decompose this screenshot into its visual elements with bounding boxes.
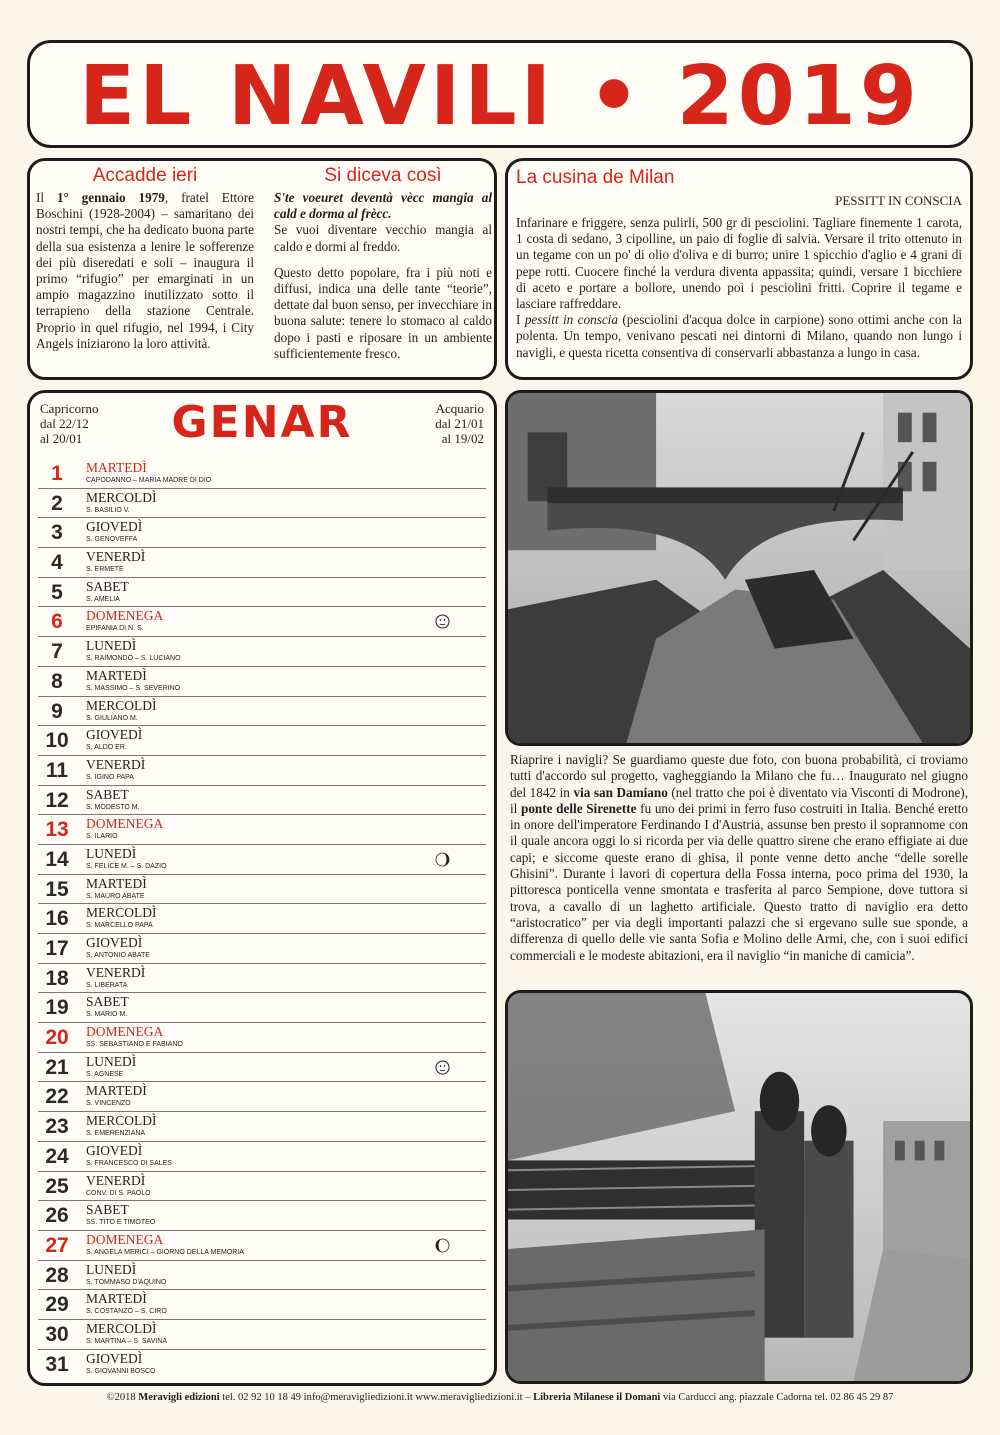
day-number: 22 bbox=[45, 1085, 69, 1109]
weekday-name: LUNEDÌ bbox=[86, 1261, 137, 1277]
calendar-day-row bbox=[38, 964, 486, 994]
recipe-name: PESSITT IN CONSCIA bbox=[835, 193, 962, 208]
saint-name: S. COSTANZO – S. CIRO bbox=[86, 1308, 167, 1316]
calendar-day-row bbox=[38, 697, 486, 727]
calendar-day-row bbox=[38, 637, 486, 667]
calendar-day-row bbox=[38, 1142, 486, 1172]
day-number: 25 bbox=[45, 1174, 69, 1198]
moon-phase-icon bbox=[435, 1238, 450, 1253]
saint-name: S. AMELIA bbox=[86, 595, 120, 603]
weekday-name: DOMENEGA bbox=[86, 608, 164, 624]
weekday-name: GIOVEDÌ bbox=[86, 727, 143, 743]
sirenette-bridge-photo bbox=[505, 990, 973, 1384]
saint-name: S. BASILIO V. bbox=[86, 506, 130, 514]
day-number: 19 bbox=[45, 996, 69, 1020]
calendar-panel bbox=[27, 390, 497, 1386]
calendar-day-row bbox=[38, 578, 486, 608]
weekday-name: LUNEDÌ bbox=[86, 845, 137, 861]
diceva-column bbox=[274, 165, 492, 362]
day-number: 12 bbox=[45, 788, 69, 812]
calendar-day-row bbox=[38, 1023, 486, 1053]
day-number: 17 bbox=[45, 937, 69, 960]
saint-name: S. AGNESE bbox=[86, 1070, 124, 1078]
article-text: Riaprire i navigli? Se guardiamo queste due foto, con buona probabilità, ci troviamo tutti d'accordo sul progetto, vagheggiando la Milano che fu… Inaugurato nel giugno del 1842 in via san Damiano (nel tratto che poi è diventato via Visconti di Modrone), il ponte delle Sirenette fu uno dei primi in ferro fuso costruiti in Italia. Benché eretto in onore dell'imperatore Ferdinando I d'Austria, assunse ben presto il soprannome con il quale ancora oggi lo si ricorda per via delle quattro sirene che erano effigiate ai due capi; e siccome queste erano di ghisa, il ponte venne detto anche “delle sorelle Ghisini”. Durante i lavori di copertura della Fossa interna, poco prima del 1930, la pittoresca ponticella venne smontata e trasferita al parco Sempione, dove tuttora si trova, a cavallo di un laghetto artificiale. Questo tratto di naviglio era detto “aristocratico” per via degli importanti palazzi che si ergevano sulle sue sponde, a differenza di quello delle vie santa Sofia e Molino delle Armi, che, con i suoi edifici commerciali e le modeste abitazioni, era il naviglio “in maniche di camicia”. bbox=[510, 752, 969, 963]
weekday-name: LUNEDÌ bbox=[86, 638, 137, 654]
calendar-day-row bbox=[38, 1320, 486, 1350]
proverb-explanation: Questo detto popolare, fra i più noti e diffusi, indica una delle tante “teorie”, dettate dal buon senso, per invecchiare in buona salute: tenere lo stomaco al caldo dopo i pasti e riposare in un ambiente sufficientemente fresco. bbox=[274, 264, 492, 361]
weekday-name: VENERDÌ bbox=[86, 1172, 146, 1188]
weekday-name: DOMENEGA bbox=[86, 816, 164, 832]
title-banner bbox=[27, 40, 973, 148]
saint-name: SS. SEBASTIANO E FABIANO bbox=[86, 1041, 183, 1049]
calendar-day-row bbox=[38, 1082, 486, 1112]
accadde-column bbox=[36, 165, 254, 352]
saint-name: S. MASSIMO – S. SEVERINO bbox=[86, 684, 181, 692]
saint-name: S. ANGELA MERICI – GIORNO DELLA MEMORIA bbox=[86, 1248, 244, 1256]
saint-name: EPIFANIA DI N. S. bbox=[86, 625, 144, 633]
weekday-name: SABET bbox=[86, 578, 129, 594]
recipe-panel bbox=[505, 158, 973, 380]
day-number: 26 bbox=[45, 1204, 69, 1228]
saint-name: S. MARTINA – S. SAVINA bbox=[86, 1337, 168, 1345]
saint-name: S. ERMETE bbox=[86, 566, 124, 574]
calendar-day-row bbox=[38, 1290, 486, 1320]
day-number: 8 bbox=[51, 669, 63, 693]
calendar-day-row bbox=[38, 1053, 486, 1083]
calendar-day-row bbox=[38, 1201, 486, 1231]
saint-name: S. IGINO PAPA bbox=[86, 773, 134, 781]
saint-name: S. MARCELLO PAPA bbox=[86, 922, 153, 930]
weekday-name: MERCOLDÌ bbox=[86, 905, 157, 921]
calendar-day-row bbox=[38, 726, 486, 756]
calendar-day-row bbox=[38, 489, 486, 519]
weekday-name: SABET bbox=[86, 1202, 129, 1218]
page-title: EL NAVILI • 2019 bbox=[79, 49, 921, 144]
weekday-name: MERCOLDÌ bbox=[86, 1113, 157, 1129]
weekday-name: VENERDÌ bbox=[86, 756, 146, 772]
saint-name: S. ILARIO bbox=[86, 833, 118, 841]
saint-name: S. GENOVEFFA bbox=[86, 536, 138, 544]
calendar-day-row bbox=[38, 1172, 486, 1202]
weekday-name: MERCOLDÌ bbox=[86, 489, 157, 505]
day-number: 27 bbox=[45, 1233, 69, 1257]
day-number: 30 bbox=[45, 1322, 69, 1346]
weekday-name: MARTEDÌ bbox=[86, 1291, 147, 1307]
saint-name: S. ANTONIO ABATE bbox=[86, 952, 150, 959]
day-number: 14 bbox=[45, 847, 69, 871]
canal-bridge-photo bbox=[505, 390, 973, 746]
saint-name: S. MODESTO M. bbox=[86, 803, 140, 811]
day-number: 15 bbox=[45, 877, 69, 901]
accadde-text: Il 1° gennaio 1979, fratel Ettore Boschini (1928-2004) – samaritano dei nostri tempi, che ha dedicato buona parte della sua esistenza a lenire le sofferenze dei più diseredati e soli – inaugura il primo “rifugio” per emarginati in un ampio magazzino inutilizzato sotto il terrapieno della stazione Centrale. Proprio in quel rifugio, nel 1994, i City Angels iniziarono la loro attività. bbox=[36, 190, 254, 351]
weekday-name: MARTEDÌ bbox=[86, 667, 147, 683]
calendar-day-row bbox=[38, 904, 486, 934]
accadde-heading: Accadde ieri bbox=[92, 165, 198, 186]
footer: ©2018 Meravigli edizioni tel. 02 92 10 18 49 info@meravigliedizioni.it www.meravigliedizioni.it – Libreria Milanese il Domani via Carducci ang. piazzale Cadorna tel. 02 86 45 29 87 bbox=[106, 1392, 894, 1403]
calendar-day-row bbox=[38, 459, 486, 489]
saint-name: S. VINCENZO bbox=[86, 1100, 131, 1108]
weekday-name: DOMENEGA bbox=[86, 1024, 164, 1040]
day-number: 3 bbox=[51, 521, 63, 545]
saint-name: S. RAIMONDO – S. LUCIANO bbox=[86, 655, 181, 663]
saint-name: S. MARIO M. bbox=[86, 1011, 128, 1019]
calendar-day-row bbox=[38, 1261, 486, 1291]
day-number: 7 bbox=[51, 640, 63, 664]
diceva-heading: Si diceva così bbox=[324, 165, 442, 186]
recipe-text: Infarinare e friggere, senza pulirli, 500 gr di pesciolini. Tagliare finemente 1 carota, 1 costa di sedano, 3 cipolline, un paio di foglie di salvia. Versare il trito ottenuto in un tegame con un po' di olio d'oliva e di burro; unire 1 spicchio d'aglio e 4 grani di pepe rotti. Cuocere finché la verdura diventa appassita; quindi, versare 1 bicchiere di aceto e portare a bollore, unendo poi i pesciolini fritti. Coprire il tegame e lasciare raffreddare. I pessitt in conscia (pesciolini d'acqua dolce in carpione) sono ottimi anche con la polenta. Un tempo, venivano pescati nei dintorni di Milano, quando non lungo i navigli, e questa ricetta consentiva di conservarli abbastanza a lungo in casa. bbox=[516, 215, 962, 360]
calendar-day-row bbox=[38, 667, 486, 697]
calendar-day-row bbox=[38, 815, 486, 845]
calendar-day-row bbox=[38, 756, 486, 786]
day-number: 6 bbox=[51, 610, 63, 634]
day-number: 10 bbox=[45, 729, 69, 753]
day-number: 24 bbox=[45, 1144, 69, 1168]
day-number: 9 bbox=[51, 699, 63, 723]
history-proverb-panel bbox=[27, 158, 497, 380]
moon-phase-icon bbox=[435, 614, 450, 629]
zodiac-left: Capricorno dal 22/12 al 20/01 bbox=[40, 401, 99, 446]
proverb-translation: Se vuoi diventare vecchio mangia al caldo e dormi al freddo. bbox=[274, 222, 492, 254]
saint-name: S. TOMMASO D'AQUINO bbox=[86, 1278, 167, 1286]
day-number: 5 bbox=[51, 580, 63, 604]
day-number: 16 bbox=[45, 907, 69, 931]
day-number: 18 bbox=[45, 966, 69, 990]
saint-name: S. MAURO ABATE bbox=[86, 892, 145, 900]
weekday-name: DOMENEGA bbox=[86, 1231, 164, 1247]
weekday-name: SABET bbox=[86, 786, 129, 802]
day-number: 4 bbox=[51, 551, 63, 575]
calendar-day-row bbox=[38, 518, 486, 548]
saint-name: S. EMERENZIANA bbox=[86, 1130, 146, 1138]
recipe-heading: La cusina de Milan bbox=[516, 167, 675, 188]
weekday-name: GIOVEDÌ bbox=[86, 1142, 143, 1158]
weekday-name: MARTEDÌ bbox=[86, 1083, 147, 1099]
calendar-day-row bbox=[38, 934, 486, 964]
day-number: 11 bbox=[45, 758, 69, 782]
saint-name: S. FELICE M. – S. DAZIO bbox=[86, 862, 167, 870]
weekday-name: MARTEDÌ bbox=[86, 460, 147, 475]
calendar-day-row bbox=[38, 1231, 486, 1261]
weekday-name: VENERDÌ bbox=[86, 964, 146, 980]
saint-name: S. FRANCESCO DI SALES bbox=[86, 1159, 172, 1167]
saint-name: SS. TITO E TIMOTEO bbox=[86, 1219, 156, 1227]
day-number: 31 bbox=[45, 1352, 69, 1376]
calendar-day-row bbox=[38, 875, 486, 905]
proverb-text: S'te voeuret deventà vècc mangia al cald e dorma al frècc. bbox=[274, 190, 492, 222]
zodiac-right: Acquario dal 21/01 al 19/02 bbox=[435, 401, 484, 446]
weekday-name: MERCOLDÌ bbox=[86, 1320, 157, 1336]
calendar-day-row bbox=[38, 548, 486, 578]
day-number: 1 bbox=[51, 462, 63, 485]
day-number: 13 bbox=[45, 818, 69, 842]
day-number: 20 bbox=[45, 1026, 69, 1050]
moon-phase-icon bbox=[435, 852, 450, 867]
calendar-day-row bbox=[38, 786, 486, 816]
calendar-days bbox=[38, 459, 486, 1379]
calendar-day-row bbox=[38, 1350, 486, 1380]
weekday-name: MARTEDÌ bbox=[86, 875, 147, 891]
calendar-day-row bbox=[38, 993, 486, 1023]
calendar-day-row bbox=[38, 607, 486, 637]
saint-name: CONV. DI S. PAOLO bbox=[86, 1189, 151, 1197]
weekday-name: VENERDÌ bbox=[86, 549, 146, 565]
month-title: GENAR bbox=[171, 397, 353, 448]
day-number: 21 bbox=[45, 1055, 69, 1079]
saint-name: S. ALDO ER. bbox=[86, 744, 127, 752]
day-number: 2 bbox=[51, 491, 63, 515]
saint-name: S. GIULIANO M. bbox=[86, 714, 138, 722]
day-number: 28 bbox=[45, 1263, 69, 1287]
calendar-day-row bbox=[38, 845, 486, 875]
moon-phase-icon bbox=[435, 1060, 450, 1075]
accadde-date: 1° gennaio 1979 bbox=[56, 190, 165, 205]
weekday-name: GIOVEDÌ bbox=[86, 1350, 143, 1366]
saint-name: S. GIOVANNI BOSCO bbox=[86, 1367, 156, 1375]
weekday-name: GIOVEDÌ bbox=[86, 935, 143, 950]
weekday-name: MERCOLDÌ bbox=[86, 697, 157, 713]
day-number: 23 bbox=[45, 1115, 69, 1139]
day-number: 29 bbox=[45, 1293, 69, 1317]
weekday-name: SABET bbox=[86, 994, 129, 1010]
weekday-name: GIOVEDÌ bbox=[86, 519, 143, 535]
weekday-name: LUNEDÌ bbox=[86, 1053, 137, 1069]
saint-name: CAPODANNO – MARIA MADRE DI DIO bbox=[86, 477, 212, 484]
saint-name: S. LIBERATA bbox=[86, 981, 128, 989]
calendar-day-row bbox=[38, 1112, 486, 1142]
